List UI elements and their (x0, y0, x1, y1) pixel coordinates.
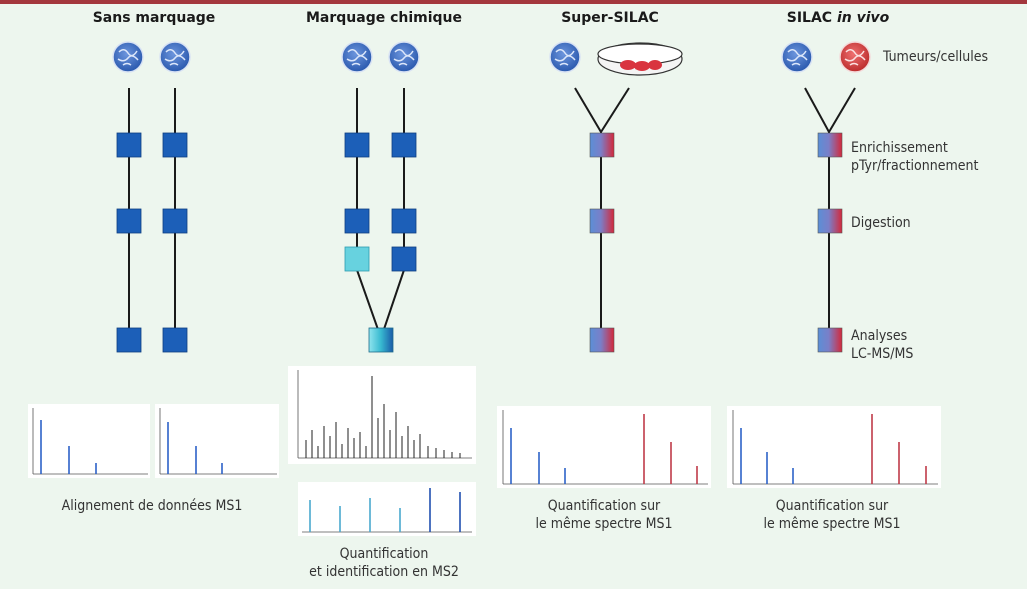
step-box (163, 133, 187, 157)
label-digestion: Digestion (851, 215, 911, 231)
heading-in-vivo-label: in vivo (836, 10, 890, 26)
step-box (345, 133, 369, 157)
ms1-silac-spectrum (497, 406, 711, 488)
heading-sans-marquage: Sans marquage (92, 10, 216, 26)
sample-icons (113, 42, 870, 75)
step-box (117, 209, 141, 233)
caption-alignement-ms1: Alignement de données MS1 (61, 498, 243, 514)
ms1-spectrum-left (28, 404, 150, 478)
ms1-silac-in-vivo-spectrum (727, 406, 941, 488)
heading-silac-label: SILAC (786, 10, 837, 26)
flow-line (805, 88, 829, 132)
tissue-icon (389, 42, 419, 72)
ms1-spectrum-right (155, 404, 279, 478)
pooled-box (818, 209, 842, 233)
flow-line (575, 88, 601, 132)
label-box-cyan (345, 247, 369, 271)
pooled-box (369, 328, 393, 352)
step-boxes (117, 133, 842, 352)
caption-silac-in-vivo: Quantification sur le même spectre MS1 (763, 498, 901, 532)
caption-super-silac: Quantification sur le même spectre MS1 (535, 498, 673, 532)
pooled-box (590, 328, 614, 352)
heading-marquage-chimique: Marquage chimique (305, 10, 463, 26)
tissue-icon (160, 42, 190, 72)
reporter-ion-spectrum (298, 482, 476, 536)
step-box (117, 328, 141, 352)
step-box (392, 209, 416, 233)
label-enrichissement: Enrichissement pTyr/fractionnement (851, 140, 979, 174)
tissue-icon (782, 42, 812, 72)
step-box (392, 133, 416, 157)
caption-quantification-ms2: Quantification et identification en MS2 (309, 546, 459, 580)
flow-line (829, 88, 855, 132)
workflow-lines (129, 88, 855, 352)
step-box (163, 209, 187, 233)
ms2-spectrum (288, 366, 476, 464)
tissue-icon (550, 42, 580, 72)
step-box (117, 133, 141, 157)
pooled-box (818, 328, 842, 352)
pooled-box (590, 133, 614, 157)
tissue-icon (342, 42, 372, 72)
label-box (392, 247, 416, 271)
pooled-box (590, 209, 614, 233)
flow-line (601, 88, 629, 132)
label-tumeurs-cellules: Tumeurs/cellules (883, 49, 989, 65)
culture-dish-icon (598, 43, 682, 75)
red-tumor-icon (840, 42, 870, 72)
tissue-icon (113, 42, 143, 72)
step-box (163, 328, 187, 352)
pooled-box (818, 133, 842, 157)
step-box (345, 209, 369, 233)
label-analyses-lcmsms: Analyses LC-MS/MS (851, 328, 914, 362)
heading-super-silac: Super-SILAC (561, 10, 659, 26)
